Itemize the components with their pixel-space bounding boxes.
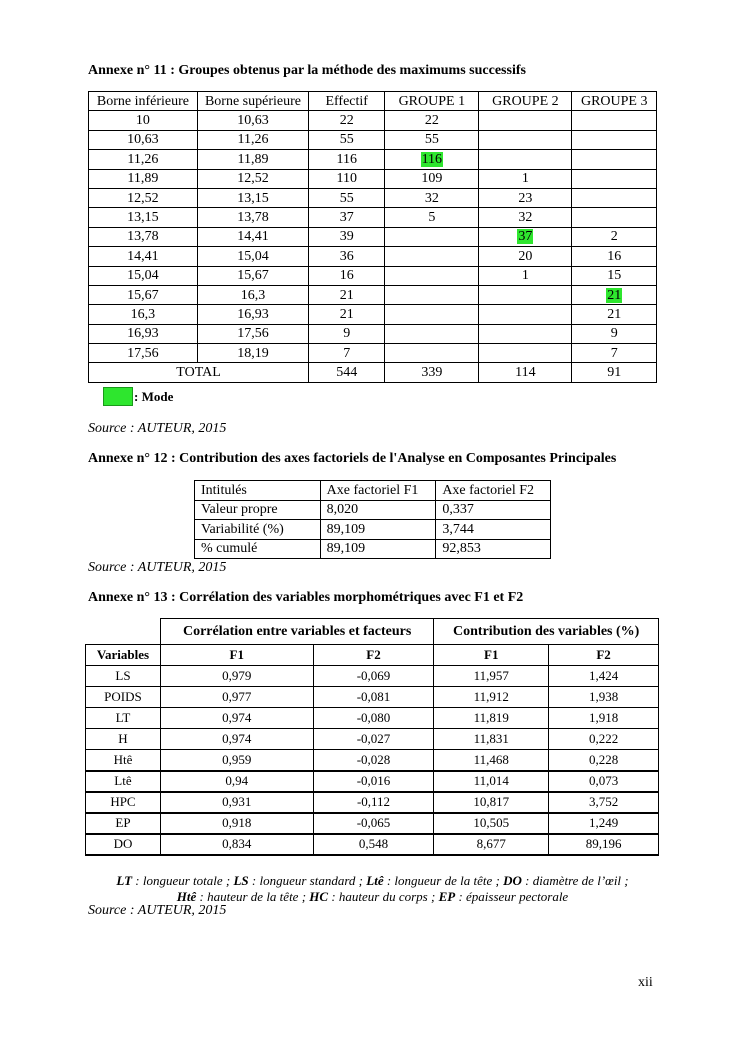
annex11-column-header: GROUPE 2: [479, 92, 572, 111]
annex11-cell: 5: [385, 208, 479, 227]
annex13-cell: 10,817: [434, 792, 549, 813]
annex13-table-row: [86, 666, 659, 687]
annex13-cell: 0,222: [549, 729, 659, 750]
annex13-cell: 1,424: [549, 666, 659, 687]
note-ep-def: : épaisseur pectorale: [455, 889, 569, 904]
annex11-table-row: [89, 208, 657, 227]
annex11-cell: 16,93: [197, 305, 308, 324]
annex13-table-row: [86, 708, 659, 729]
annex11-cell: 12,52: [89, 188, 198, 207]
annex12-table-row: [195, 539, 551, 559]
annex11-table-body: [89, 92, 657, 383]
annex11-cell: [479, 227, 572, 246]
annex11-table-row: [89, 227, 657, 246]
annex13-cell: 0,974: [160, 729, 313, 750]
note-ep-abbr: EP: [438, 889, 456, 904]
annex13-variable-name: Ltê: [86, 771, 161, 792]
annex13-table-row: [86, 750, 659, 771]
note-ls-abbr: LS: [233, 873, 249, 888]
annex12-title: Annexe n° 12 : Contribution des axes factoriels de l'Analyse en Composantes Principales: [88, 451, 617, 466]
annex12-cell: Intitulés: [195, 481, 321, 501]
annex11-table-row: [89, 169, 657, 188]
annex11-cell: 13,15: [197, 188, 308, 207]
annex13-cell: 1,938: [549, 687, 659, 708]
note-do-abbr: DO: [503, 873, 522, 888]
annex12-table-row: [195, 500, 551, 520]
annex11-table-row: [89, 111, 657, 130]
annex11-cell: 11,26: [197, 130, 308, 149]
annex11-cell: 16: [309, 266, 385, 285]
annex13-table-row: [86, 771, 659, 792]
annex12-source: Source : AUTEUR, 2015: [88, 560, 227, 575]
annex11-cell: 37: [309, 208, 385, 227]
annex13-cell: 1,918: [549, 708, 659, 729]
note-lte-def: : longueur de la tête ;: [383, 873, 504, 888]
annex11-total-value: 114: [479, 363, 572, 382]
annex13-variable-name: POIDS: [86, 687, 161, 708]
annex13-cell: 11,014: [434, 771, 549, 792]
annex11-cell: 17,56: [197, 324, 308, 343]
annex12-cell: Valeur propre: [195, 500, 321, 520]
annex11-cell: 55: [309, 130, 385, 149]
note-hc-abbr: HC: [309, 889, 329, 904]
note-lt-def: : longueur totale ;: [132, 873, 234, 888]
annex11-table-row: [89, 130, 657, 149]
annex11-cell: 109: [385, 169, 479, 188]
annex13-cell: 10,505: [434, 813, 549, 834]
annex11-cell: 18,19: [197, 344, 308, 363]
note-do-def: : diamètre de l’œil ;: [521, 873, 629, 888]
annex12-header-row: [195, 481, 551, 501]
annex11-cell: [385, 150, 479, 169]
annex11-cell: 11,89: [197, 150, 308, 169]
annex13-variable-name: LT: [86, 708, 161, 729]
annex11-cell: 9: [309, 324, 385, 343]
annex11-title: Annexe n° 11 : Groupes obtenus par la méthode des maximums successifs: [88, 63, 526, 78]
annex11-table-row: [89, 247, 657, 266]
annex11-cell: [572, 111, 657, 130]
annex13-column-header: F2: [549, 645, 659, 666]
annex13-cell: 8,677: [434, 834, 549, 855]
annex11-cell: [385, 324, 479, 343]
annex11-cell: 13,15: [89, 208, 198, 227]
annex11-cell: 116: [309, 150, 385, 169]
annex12-table: [194, 480, 551, 559]
annex13-group-header-row: [86, 619, 659, 645]
annex11-cell: 2: [572, 227, 657, 246]
annex11-total-row: [89, 363, 657, 382]
annex11-cell: 9: [572, 324, 657, 343]
annex13-table-row: [86, 687, 659, 708]
annex13-cell: 11,468: [434, 750, 549, 771]
annex11-cell: 16: [572, 247, 657, 266]
annex13-cell: -0,065: [313, 813, 434, 834]
annex11-cell: 22: [309, 111, 385, 130]
annex11-cell: 15: [572, 266, 657, 285]
annex13-cell: 0,94: [160, 771, 313, 792]
annex11-cell: 55: [309, 188, 385, 207]
annex13-variable-name: HPC: [86, 792, 161, 813]
annex13-cell: 11,957: [434, 666, 549, 687]
annex11-cell: 13,78: [89, 227, 198, 246]
annex11-cell: 7: [309, 344, 385, 363]
annex11-cell: [479, 305, 572, 324]
annex11-cell: [385, 344, 479, 363]
annex11-cell: 14,41: [197, 227, 308, 246]
annex12-table-row: [195, 520, 551, 540]
annex11-cell: [479, 150, 572, 169]
annex13-cell: -0,080: [313, 708, 434, 729]
annex13-cell: -0,016: [313, 771, 434, 792]
annex11-cell: 32: [479, 208, 572, 227]
annex12-cell: Axe factoriel F1: [320, 481, 436, 501]
annex13-table-body: [86, 619, 659, 855]
annex11-cell: 15,04: [197, 247, 308, 266]
note-hc-def: : hauteur du corps ;: [328, 889, 439, 904]
annex13-cell: 89,196: [549, 834, 659, 855]
annex13-title: Annexe n° 13 : Corrélation des variables morphométriques avec F1 et F2: [88, 590, 524, 605]
annex13-variable-name: LS: [86, 666, 161, 687]
annex13-cell: 0,931: [160, 792, 313, 813]
annex11-cell: 14,41: [89, 247, 198, 266]
annex13-cell: 1,249: [549, 813, 659, 834]
annex13-cell: 0,834: [160, 834, 313, 855]
annex13-table-row: [86, 792, 659, 813]
annex11-cell: 17,56: [89, 344, 198, 363]
annex13-cell: 0,073: [549, 771, 659, 792]
annex13-column-header: F1: [434, 645, 549, 666]
annex11-mode-value: 21: [607, 287, 622, 303]
contribution-group-header: Contribution des variables (%): [434, 619, 659, 645]
annex11-cell: 16,3: [89, 305, 198, 324]
annex12-table-body: [195, 481, 551, 559]
annex13-cell: 11,819: [434, 708, 549, 729]
annex12-cell: 89,109: [320, 520, 436, 540]
annex11-cell: 10,63: [197, 111, 308, 130]
correlation-group-header: Corrélation entre variables et facteurs: [160, 619, 433, 645]
annex11-column-header: GROUPE 3: [572, 92, 657, 111]
annex13-variable-name: Htê: [86, 750, 161, 771]
annex13-source: Source : AUTEUR, 2015: [88, 903, 227, 918]
annex13-column-header: F1: [160, 645, 313, 666]
annex13-table-row: [86, 834, 659, 855]
abbreviation-notes-line1: [88, 872, 657, 889]
annex11-cell: 21: [309, 285, 385, 304]
annex11-cell: 55: [385, 130, 479, 149]
annex11-table-row: [89, 344, 657, 363]
annex11-mode-value: 116: [421, 151, 443, 167]
annex11-cell: [572, 208, 657, 227]
annex11-mode-value: 37: [518, 229, 533, 245]
annex11-total-value: 91: [572, 363, 657, 382]
annex11-cell: 15,04: [89, 266, 198, 285]
annex11-cell: [385, 227, 479, 246]
annex13-cell: -0,028: [313, 750, 434, 771]
annex11-cell: [479, 285, 572, 304]
note-ls-def: : longueur standard ;: [248, 873, 367, 888]
annex11-cell: [572, 150, 657, 169]
annex11-column-header: Borne inférieure: [89, 92, 198, 111]
annex13-variable-name: EP: [86, 813, 161, 834]
annex11-cell: 11,26: [89, 150, 198, 169]
annex11-total-label: TOTAL: [89, 363, 309, 382]
annex11-cell: [572, 285, 657, 304]
annex11-cell: 110: [309, 169, 385, 188]
annex11-cell: 21: [309, 305, 385, 324]
annex13-cell: 0,974: [160, 708, 313, 729]
annex11-cell: 11,89: [89, 169, 198, 188]
annex11-cell: 20: [479, 247, 572, 266]
annex12-cell: 0,337: [436, 500, 551, 520]
annex13-cell: -0,081: [313, 687, 434, 708]
annex11-cell: [479, 130, 572, 149]
annex11-header-row: [89, 92, 657, 111]
annex12-cell: % cumulé: [195, 539, 321, 559]
annex12-cell: 89,109: [320, 539, 436, 559]
note-lt-abbr: LT: [116, 873, 133, 888]
annex11-cell: [479, 344, 572, 363]
annex11-table-row: [89, 150, 657, 169]
note-hte-def: : hauteur de la tête ;: [196, 889, 310, 904]
annex12-cell: Axe factoriel F2: [436, 481, 551, 501]
annex11-cell: 7: [572, 344, 657, 363]
annex11-cell: 21: [572, 305, 657, 324]
annex11-cell: 36: [309, 247, 385, 266]
annex11-cell: 12,52: [197, 169, 308, 188]
annex13-variable-name: DO: [86, 834, 161, 855]
annex11-cell: [385, 247, 479, 266]
annex11-cell: [385, 285, 479, 304]
annex11-cell: 10: [89, 111, 198, 130]
annex11-total-value: 339: [385, 363, 479, 382]
annex11-cell: 23: [479, 188, 572, 207]
annex13-corner-cell: [86, 619, 161, 645]
annex11-cell: [572, 130, 657, 149]
annex11-table-row: [89, 188, 657, 207]
annex11-cell: 39: [309, 227, 385, 246]
annex11-cell: [385, 266, 479, 285]
annex13-cell: 0,228: [549, 750, 659, 771]
annex13-table: [85, 618, 659, 856]
annex12-cell: Variabilité (%): [195, 520, 321, 540]
annex13-cell: 11,912: [434, 687, 549, 708]
annex11-cell: 10,63: [89, 130, 198, 149]
annex11-cell: 15,67: [197, 266, 308, 285]
annex11-table: [88, 91, 657, 383]
note-lte-abbr: Ltê: [366, 873, 384, 888]
annex11-cell: [479, 324, 572, 343]
annex13-column-header: F2: [313, 645, 434, 666]
annex11-cell: [385, 305, 479, 324]
annex13-cell: 0,959: [160, 750, 313, 771]
annex11-cell: 16,3: [197, 285, 308, 304]
annex13-cell: -0,027: [313, 729, 434, 750]
annex11-cell: 22: [385, 111, 479, 130]
page-number: xii: [638, 975, 653, 990]
annex12-cell: 8,020: [320, 500, 436, 520]
annex11-table-row: [89, 324, 657, 343]
annex11-source: Source : AUTEUR, 2015: [88, 421, 227, 436]
annex13-column-header: Variables: [86, 645, 161, 666]
annex11-column-header: Effectif: [309, 92, 385, 111]
annex13-cell: -0,112: [313, 792, 434, 813]
annex11-cell: [572, 188, 657, 207]
annex11-cell: 16,93: [89, 324, 198, 343]
annex13-table-row: [86, 813, 659, 834]
annex11-table-row: [89, 305, 657, 324]
annex13-subheader-row: [86, 645, 659, 666]
annex13-cell: 0,918: [160, 813, 313, 834]
annex11-cell: [479, 111, 572, 130]
annex11-cell: [572, 169, 657, 188]
note-hte-abbr: Htê: [176, 889, 197, 904]
annex13-cell: 11,831: [434, 729, 549, 750]
annex11-cell: 1: [479, 169, 572, 188]
annex11-table-row: [89, 285, 657, 304]
annex13-cell: -0,069: [313, 666, 434, 687]
annex13-variable-name: H: [86, 729, 161, 750]
annex11-table-row: [89, 266, 657, 285]
annex11-cell: 32: [385, 188, 479, 207]
mode-legend-swatch: [103, 387, 133, 406]
annex13-cell: 0,977: [160, 687, 313, 708]
annex13-cell: 0,548: [313, 834, 434, 855]
annex11-column-header: Borne supérieure: [197, 92, 308, 111]
annex11-cell: 1: [479, 266, 572, 285]
annex13-cell: 3,752: [549, 792, 659, 813]
annex13-cell: 0,979: [160, 666, 313, 687]
annex12-cell: 92,853: [436, 539, 551, 559]
annex13-table-row: [86, 729, 659, 750]
annex11-cell: 13,78: [197, 208, 308, 227]
annex11-column-header: GROUPE 1: [385, 92, 479, 111]
annex11-cell: 15,67: [89, 285, 198, 304]
annex12-cell: 3,744: [436, 520, 551, 540]
mode-legend-label: : Mode: [134, 389, 174, 404]
annex11-total-value: 544: [309, 363, 385, 382]
